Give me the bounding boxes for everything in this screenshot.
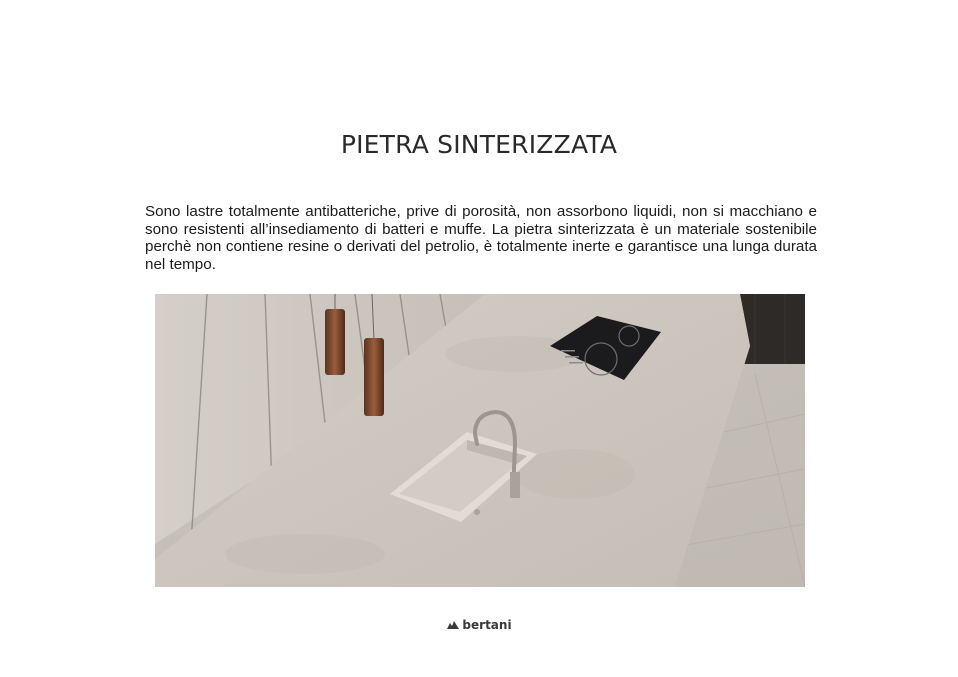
brand-name: bertani xyxy=(462,618,512,632)
page-title: PIETRA SINTERIZZATA xyxy=(340,130,618,159)
brand-logo xyxy=(0,618,958,633)
kitchen-island-photo xyxy=(155,294,805,587)
logo-mark-icon xyxy=(446,619,460,633)
description-paragraph: Sono lastre totalmente antibatteriche, prive di porosità, non assorbono liquidi, non si macchiano e sono resistenti all’insediamento di batteri e muffe. La pietra sinterizzata è un materiale sostenibile perchè non contiene resine o derivati del petrolio, è totalmente inerte e garantisce una lunga durata nel tempo. xyxy=(145,203,817,273)
